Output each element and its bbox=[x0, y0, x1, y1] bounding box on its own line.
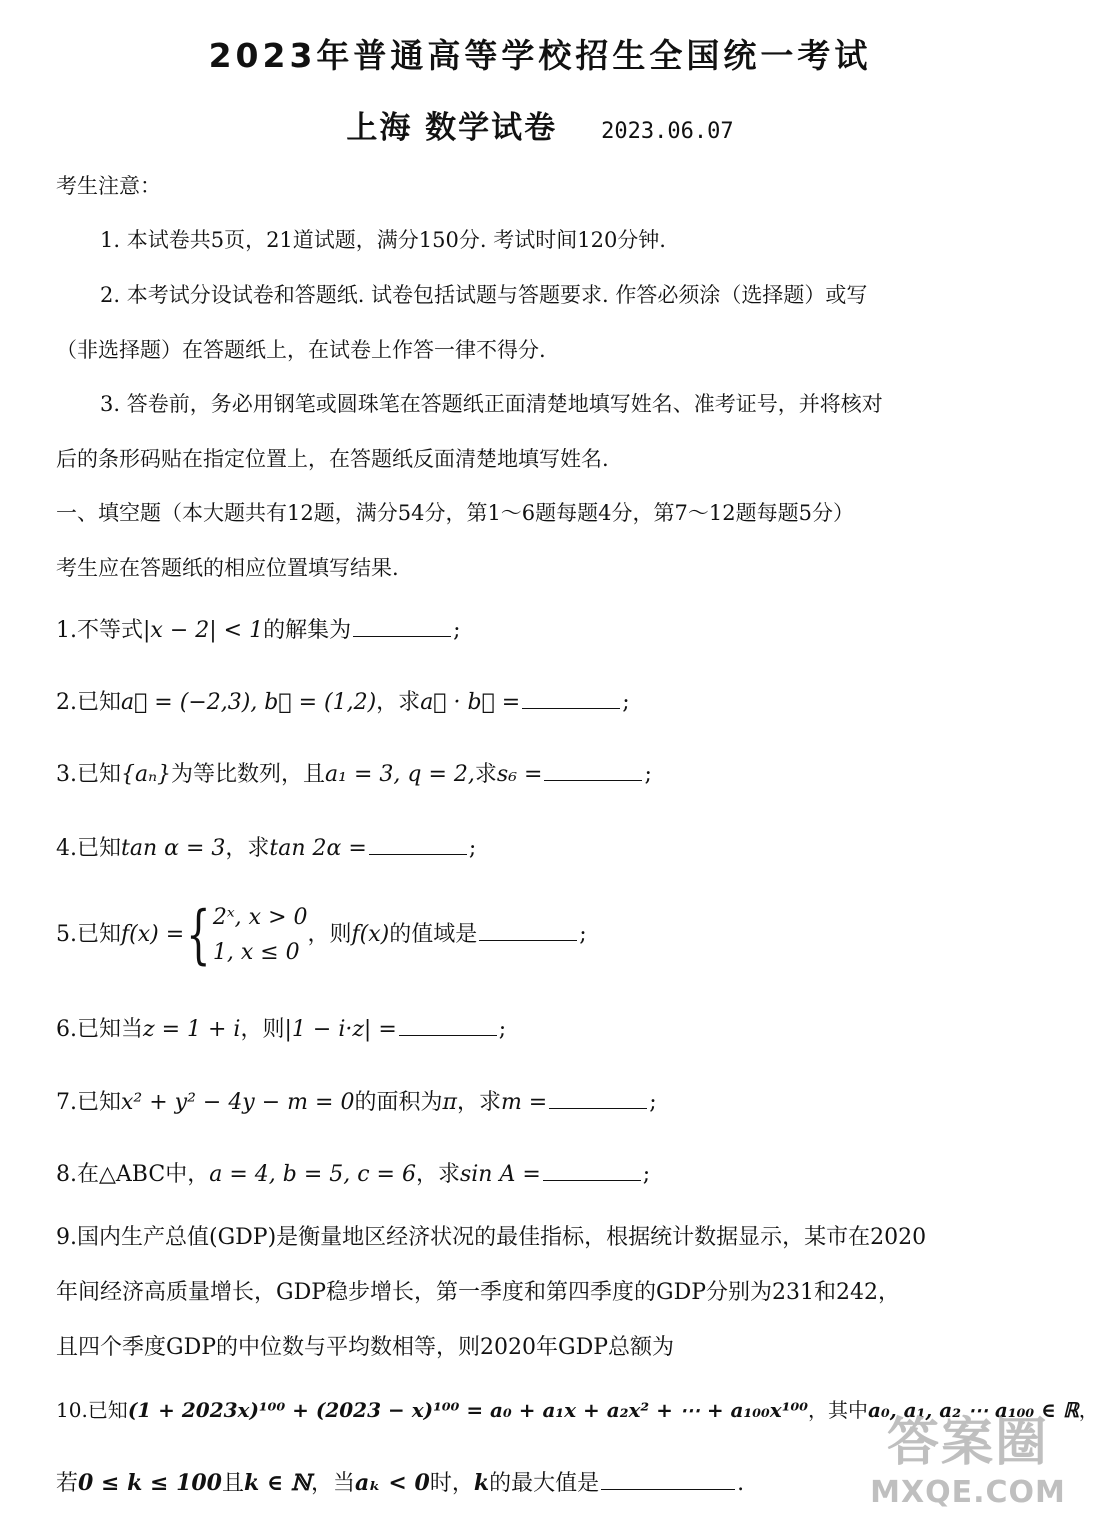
q10-end-1: ， bbox=[1078, 1398, 1099, 1422]
question-6 bbox=[56, 1017, 1036, 1043]
q6-end: ; bbox=[498, 1017, 507, 1042]
notice-item-3a: 3. 答卷前，务必用钢笔或圆珠笔在答题纸正面清楚地填写姓名、准考证号，并将核对 bbox=[100, 392, 883, 416]
q10-math-2: a₀, a₁, a₂ ⋯ a₁₀₀ ∈ ℝ bbox=[868, 1398, 1079, 1422]
q3-answer-blank[interactable] bbox=[544, 762, 642, 781]
q8-math-2: sin A = bbox=[459, 1162, 541, 1187]
q7-math-2: π bbox=[442, 1090, 457, 1115]
q10-math-3: 0 ≤ k ≤ 100 bbox=[78, 1470, 222, 1496]
question-3 bbox=[56, 762, 1036, 788]
q10-text-2: 若 bbox=[56, 1471, 79, 1496]
question-9-line-3: 且四个季度GDP的中位数与平均数相等，则2020年GDP总额为 bbox=[56, 1335, 675, 1360]
q2-end: ; bbox=[622, 690, 630, 715]
q8-end: ; bbox=[642, 1162, 651, 1187]
q10-math: (1 + 2023x)¹⁰⁰ + (2023 − x)¹⁰⁰ = a₀ + a₁x + a₂x² + ⋯ + a₁₀₀x¹⁰⁰ bbox=[127, 1398, 808, 1422]
q3-end: ; bbox=[644, 762, 652, 787]
q5-brace: { bbox=[186, 898, 211, 973]
q6-answer-blank[interactable] bbox=[399, 1017, 497, 1036]
q8-answer-blank[interactable] bbox=[543, 1162, 641, 1181]
exam-date: 2023.06.07 bbox=[601, 119, 734, 144]
q8-text: 8.在△ABC中， bbox=[56, 1162, 210, 1187]
q7-math: x² + y² − 4y − m = 0 bbox=[121, 1090, 355, 1115]
q6-text-mid: ，则 bbox=[240, 1017, 285, 1042]
section-instruction: 考生应在答题纸的相应位置填写结果. bbox=[56, 556, 399, 580]
q10-text-4: ，当 bbox=[310, 1471, 355, 1496]
notice-heading: 考生注意： bbox=[56, 174, 161, 198]
q2-answer-blank[interactable] bbox=[522, 690, 620, 709]
q3-text-mid: 为等比数列，且 bbox=[171, 762, 326, 787]
q10-math-6: k bbox=[473, 1470, 490, 1496]
q8-text-mid: ，求 bbox=[415, 1162, 460, 1187]
q4-end: ; bbox=[468, 836, 477, 861]
q2-text-mid: ，求 bbox=[376, 690, 421, 715]
q10-text: 10.已知 bbox=[56, 1398, 128, 1422]
q6-text: 6.已知当 bbox=[56, 1017, 143, 1042]
q1-end: ; bbox=[453, 618, 461, 643]
question-7 bbox=[56, 1090, 1036, 1116]
q10-math-4: k ∈ ℕ bbox=[244, 1470, 311, 1496]
q2-text: 2.已知 bbox=[56, 690, 121, 715]
q2-math-2: a⃗ · b⃗ = bbox=[420, 690, 521, 715]
q5-text-mid: ，则 bbox=[307, 922, 352, 948]
q10-text-5: 时， bbox=[429, 1471, 474, 1496]
exam-title: 2023年普通高等学校招生全国统一考试 bbox=[208, 36, 872, 75]
q3-text-mid-2: 求 bbox=[474, 762, 497, 787]
q3-math-2: a₁ = 3, q = 2, bbox=[325, 762, 475, 787]
q6-math: z = 1 + i bbox=[143, 1017, 241, 1042]
q7-text: 7.已知 bbox=[56, 1090, 121, 1115]
subtitle-text: 上海 数学试卷 bbox=[346, 110, 558, 146]
q10-text-3: 且 bbox=[222, 1471, 245, 1496]
q1-text-post: 的解集为 bbox=[263, 618, 352, 643]
q5-case-1: 2ˣ, x > 0 bbox=[212, 905, 308, 930]
q8-math: a = 4, b = 5, c = 6 bbox=[209, 1162, 416, 1187]
q4-math: tan α = 3 bbox=[121, 836, 226, 861]
notice-item-2a: 2. 本考试分设试卷和答题纸. 试卷包括试题与答题要求. 作答必须涂（选择题）或写 bbox=[100, 283, 868, 307]
q5-answer-blank[interactable] bbox=[479, 922, 577, 941]
notice-item-1: 1. 本试卷共5页，21道试题，满分150分. 考试时间120分钟. bbox=[100, 228, 666, 252]
question-4 bbox=[56, 836, 1036, 862]
q4-text-mid: ，求 bbox=[225, 836, 270, 861]
q3-math-3: s₆ = bbox=[496, 762, 543, 787]
q1-answer-blank[interactable] bbox=[353, 618, 451, 637]
q10-text-post: 的最大值是 bbox=[489, 1471, 600, 1496]
q1-math: |x − 2| < 1 bbox=[143, 618, 264, 643]
q3-math: {aₙ} bbox=[121, 762, 172, 787]
question-2 bbox=[56, 690, 1036, 716]
q6-math-2: |1 − i·z| = bbox=[284, 1017, 397, 1042]
q7-text-mid: 的面积为 bbox=[354, 1090, 443, 1115]
q7-answer-blank[interactable] bbox=[549, 1090, 647, 1109]
q5-cases bbox=[213, 900, 308, 970]
watermark-bottom: MXQE.COM bbox=[870, 1475, 1066, 1510]
q10-answer-blank[interactable] bbox=[601, 1471, 735, 1490]
question-9-line-2: 年间经济高质量增长，GDP稳步增长，第一季度和第四季度的GDP分别为231和242， bbox=[56, 1280, 901, 1305]
question-5 bbox=[56, 898, 1036, 973]
q7-end: ; bbox=[649, 1090, 657, 1115]
q4-answer-blank[interactable] bbox=[369, 836, 467, 855]
notice-item-2b: （非选择题）在答题纸上，在试卷上作答一律不得分. bbox=[56, 338, 546, 362]
notice-item-3b: 后的条形码贴在指定位置上，在答题纸反面清楚地填写姓名. bbox=[56, 447, 609, 471]
q7-math-3: m = bbox=[500, 1090, 548, 1115]
q1-text: 1.不等式 bbox=[56, 618, 143, 643]
q3-text: 3.已知 bbox=[56, 762, 121, 787]
q5-math-2: f(x) bbox=[351, 922, 390, 948]
q10-text-mid: ，其中 bbox=[808, 1398, 868, 1422]
q4-math-2: tan 2α = bbox=[269, 836, 367, 861]
section-heading: 一、填空题（本大题共有12题，满分54分，第1～6题每题4分，第7～12题每题5分） bbox=[56, 501, 854, 525]
exam-subtitle bbox=[0, 102, 1080, 147]
q5-end: ; bbox=[579, 922, 587, 948]
q7-text-mid-2: ，求 bbox=[456, 1090, 501, 1115]
q2-math: a⃗ = (−2,3), b⃗ = (1,2) bbox=[121, 690, 377, 715]
watermark-logo bbox=[868, 1400, 1068, 1518]
question-9-line-1: 9.国内生产总值(GDP)是衡量地区经济状况的最佳指标，根据统计数据显示，某市在2020 bbox=[56, 1225, 927, 1250]
q5-text: 5.已知 bbox=[56, 922, 121, 948]
q5-case-2: 1, x ≤ 0 bbox=[212, 940, 300, 966]
q10-math-5: aₖ < 0 bbox=[355, 1470, 430, 1496]
q5-math: f(x) = bbox=[121, 922, 185, 948]
q4-text: 4.已知 bbox=[56, 836, 121, 861]
q5-text-post: 的值域是 bbox=[389, 922, 478, 948]
watermark-top: 答案圈 bbox=[886, 1413, 1049, 1473]
q10-end: . bbox=[737, 1471, 745, 1496]
question-8 bbox=[56, 1162, 1036, 1188]
question-1 bbox=[56, 618, 1036, 644]
